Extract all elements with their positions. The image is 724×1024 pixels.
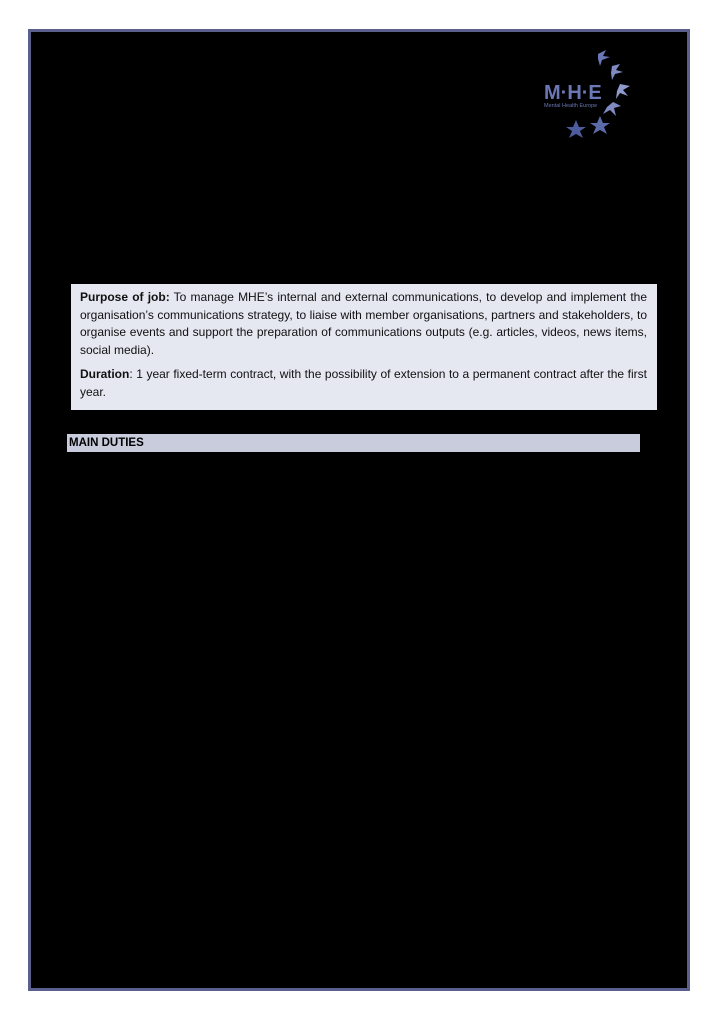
mhe-logo-icon <box>540 44 640 140</box>
document-page <box>28 29 690 991</box>
purpose-text: To manage MHE’s internal and external communications, to develop and implement the organisation’s communications strategy, to liaise with member organisations, partners and stakeholders, to organise events and support the preparation of communications outputs (e.g. articles, videos, news items, social media). <box>80 290 648 357</box>
svg-text:Mental Health Europe: Mental Health Europe <box>544 103 598 109</box>
duration-text: : 1 year fixed-term contract, with the possibility of extension to a permanent contract after the first year. <box>80 367 647 399</box>
svg-text:M·H·E: M·H·E <box>544 82 602 104</box>
purpose-of-job <box>80 289 647 359</box>
duration-label: Duration <box>80 367 130 381</box>
mhe-logo <box>540 44 640 140</box>
purpose-label: Purpose of job: <box>80 290 170 304</box>
job-summary-box <box>71 284 657 410</box>
main-duties-heading: MAIN DUTIES <box>67 434 640 452</box>
duration <box>80 366 647 401</box>
